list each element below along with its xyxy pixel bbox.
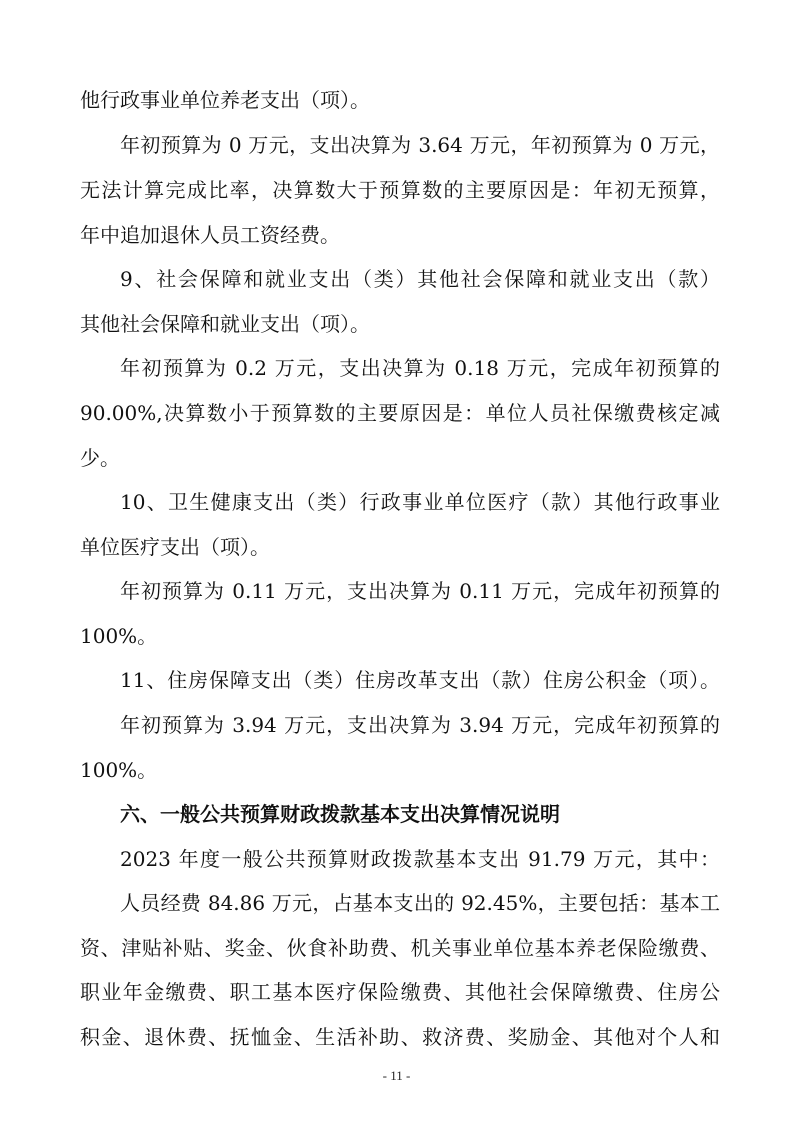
paragraph-line: 职业年金缴费、职工基本医疗保险缴费、其他社会保障缴费、住房公 bbox=[80, 980, 720, 1004]
paragraph-line: 年初预算为 3.94 万元，支出决算为 3.94 万元，完成年初预算的 bbox=[120, 713, 720, 737]
paragraph-line: 少。 bbox=[80, 446, 120, 470]
paragraph-line: 100%。 bbox=[80, 758, 158, 782]
section-heading-10: 10、卫生健康支出（类）行政事业单位医疗（款）其他行政事业 bbox=[120, 490, 720, 514]
paragraph-line: 年中追加退休人员工资经费。 bbox=[80, 223, 340, 247]
paragraph-line: 年初预算为 0.2 万元，支出决算为 0.18 万元，完成年初预算的 bbox=[120, 356, 720, 380]
paragraph-line: 其他社会保障和就业支出（项）。 bbox=[80, 312, 370, 336]
paragraph-line: 100%。 bbox=[80, 624, 158, 648]
paragraph-line: 资、津贴补贴、奖金、伙食补助费、机关事业单位基本养老保险缴费、 bbox=[80, 936, 720, 960]
paragraph-line: 他行政事业单位养老支出（项）。 bbox=[80, 88, 370, 112]
page-number: - 11 - bbox=[382, 1068, 411, 1083]
section-title-6: 六、一般公共预算财政拨款基本支出决算情况说明 bbox=[120, 802, 560, 826]
paragraph-line: 人员经费 84.86 万元，占基本支出的 92.45%，主要包括：基本工 bbox=[120, 891, 720, 915]
paragraph-line: 无法计算完成比率，决算数大于预算数的主要原因是：年初无预算， bbox=[80, 178, 720, 202]
section-heading-11: 11、住房保障支出（类）住房改革支出（款）住房公积金（项）。 bbox=[120, 668, 720, 692]
paragraph-line: 2023 年度一般公共预算财政拨款基本支出 91.79 万元，其中： bbox=[120, 847, 720, 871]
paragraph-line: 年初预算为 0 万元，支出决算为 3.64 万元，年初预算为 0 万元， bbox=[120, 133, 720, 157]
paragraph-line: 90.00%,决算数小于预算数的主要原因是：单位人员社保缴费核定减 bbox=[80, 401, 720, 425]
paragraph-line: 单位医疗支出（项）。 bbox=[80, 535, 270, 559]
paragraph-line: 年初预算为 0.11 万元，支出决算为 0.11 万元，完成年初预算的 bbox=[120, 579, 720, 603]
section-heading-9: 9、社会保障和就业支出（类）其他社会保障和就业支出（款） bbox=[120, 267, 720, 291]
paragraph-line: 积金、退休费、抚恤金、生活补助、救济费、奖励金、其他对个人和 bbox=[80, 1025, 720, 1049]
